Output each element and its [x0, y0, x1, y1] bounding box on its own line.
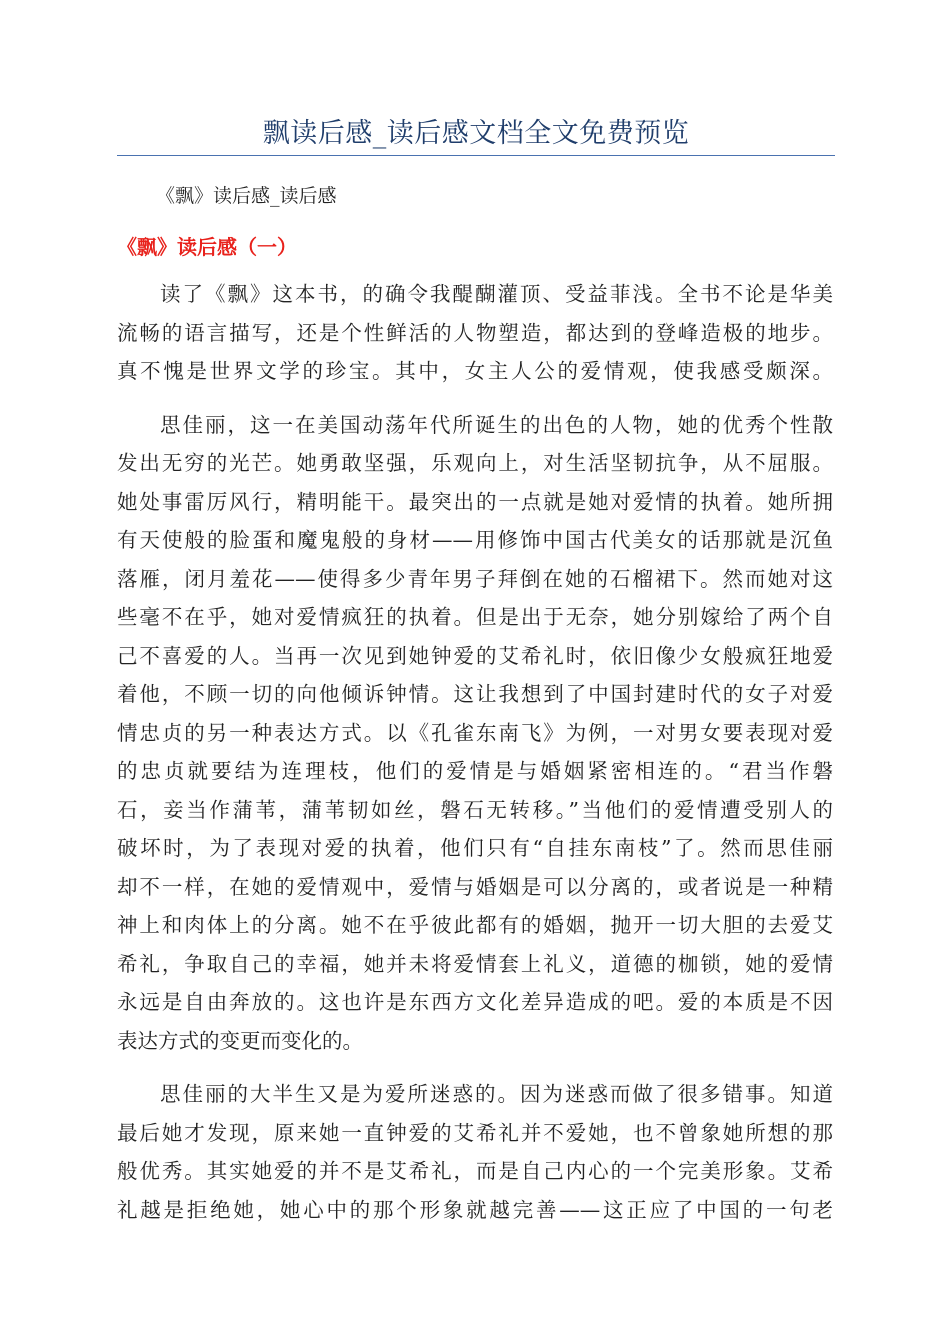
paragraph-1-line-3: 真不愧是世界文学的珍宝。其中，女主人公的爱情观，使我感受颇深。	[117, 359, 833, 383]
paragraph-2-line-2: 发出无穷的光芒。她勇敢坚强，乐观向上，对生活坚韧抗争，从不屈服。	[117, 451, 833, 475]
paragraph-3-line-1: 思佳丽的大半生又是为爱所迷惑的。因为迷惑而做了很多错事。知道	[160, 1082, 833, 1106]
title-divider	[117, 155, 835, 156]
paragraph-3-line-4: 礼越是拒绝她，她心中的那个形象就越完善——这正应了中国的一句老	[117, 1198, 833, 1222]
paragraph-2-line-1: 思佳丽，这一在美国动荡年代所诞生的出色的人物，她的优秀个性散	[160, 413, 833, 437]
paragraph-2-line-10: 的忠贞就要结为连理枝，他们的爱情是与婚姻紧密相连的。“君当作磐	[117, 759, 833, 783]
paragraph-3-line-3: 般优秀。其实她爱的并不是艾希礼，而是自己内心的一个完美形象。艾希	[117, 1159, 833, 1183]
paragraph-2-line-8: 着他，不顾一切的向他倾诉钟情。这让我想到了中国封建时代的女子对爱	[117, 682, 833, 706]
paragraph-1-line-2: 流畅的语言描写，还是个性鲜活的人物塑造，都达到的登峰造极的地步。	[117, 321, 833, 345]
paragraph-2-line-12: 破坏时，为了表现对爱的执着，他们只有“自挂东南枝”了。然而思佳丽	[117, 836, 833, 860]
paragraph-2-line-13: 却不一样，在她的爱情观中，爱情与婚姻是可以分离的，或者说是一种精	[117, 875, 833, 899]
paragraph-2-line-16: 永远是自由奔放的。这也许是东西方文化差异造成的吧。爱的本质是不因	[117, 990, 833, 1014]
paragraph-2-line-9: 情忠贞的另一种表达方式。以《孔雀东南飞》为例，一对男女要表现对爱	[117, 721, 833, 745]
paragraph-2-line-5: 落雁，闭月羞花——使得多少青年男子拜倒在她的石榴裙下。然而她对这	[117, 567, 833, 591]
paragraph-2-line-17: 表达方式的变更而变化的。	[117, 1029, 363, 1053]
document-title: 飘读后感_读后感文档全文免费预览	[262, 118, 690, 149]
paragraph-2-line-6: 些毫不在乎，她对爱情疯狂的执着。但是出于无奈，她分别嫁给了两个自	[117, 605, 833, 629]
paragraph-2-line-4: 有天使般的脸蛋和魔鬼般的身材——用修饰中国古代美女的话那就是沉鱼	[117, 528, 833, 552]
paragraph-1-line-1: 读了《飘》这本书，的确令我醍醐灌顶、受益菲浅。全书不论是华美	[160, 282, 833, 306]
paragraph-2-line-14: 神上和肉体上的分离。她不在乎彼此都有的婚姻，抛开一切大胆的去爱艾	[117, 913, 833, 937]
document-subtitle: 《飘》读后感_读后感	[156, 185, 337, 207]
paragraph-2-line-11: 石，妾当作蒲苇，蒲苇韧如丝，磐石无转移。”当他们的爱情遭受别人的	[117, 798, 833, 822]
section-heading: 《飘》读后感（一）	[117, 235, 297, 259]
paragraph-3-line-2: 最后她才发现，原来她一直钟爱的艾希礼并不爱她，也不曾象她所想的那	[117, 1121, 833, 1145]
paragraph-2-line-7: 己不喜爱的人。当再一次见到她钟爱的艾希礼时，依旧像少女般疯狂地爱	[117, 644, 833, 668]
paragraph-2-line-3: 她处事雷厉风行，精明能干。最突出的一点就是她对爱情的执着。她所拥	[117, 490, 833, 514]
paragraph-2-line-15: 希礼，争取自己的幸福，她并未将爱情套上礼义，道德的枷锁，她的爱情	[117, 952, 833, 976]
